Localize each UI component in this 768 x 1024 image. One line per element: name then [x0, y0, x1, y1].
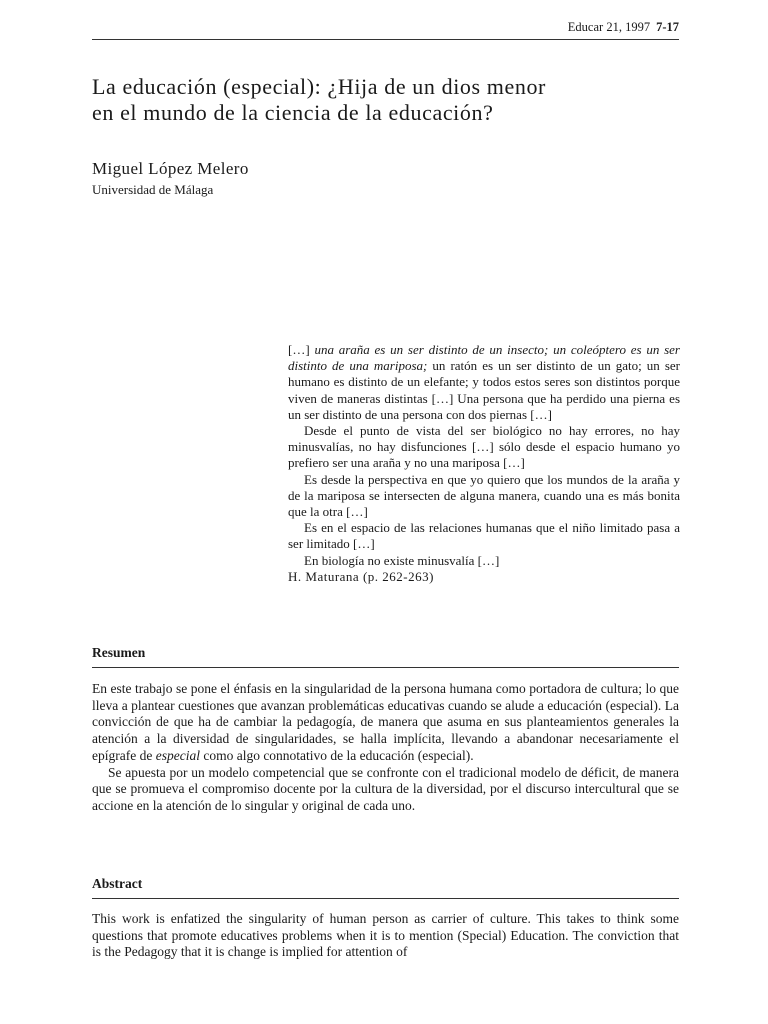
- abstract-heading: Abstract: [92, 876, 679, 899]
- resumen-heading: Resumen: [92, 645, 679, 668]
- author-name: Miguel López Melero: [92, 159, 249, 178]
- epigraph-quote: [288, 342, 680, 585]
- epigraph-source: H. Maturana (p. 262-263): [288, 568, 434, 584]
- abstract-paragraph-1: This work is enfatized the singularity of human person as carrier of culture. This takes to think some questions that promote educatives problems when it is to mention (Special) Education. The conviction that is the Pedagogy that it is change is implied for attention of: [92, 911, 679, 960]
- page-range: 7-17: [656, 20, 679, 34]
- resumen-italic: especial: [155, 747, 200, 763]
- epigraph-paragraph-4: Es en el espacio de las relaciones humanas que el niño limitado pasa a ser limitado […]: [288, 520, 680, 552]
- epigraph-rest: un ratón es un ser distinto de un gato; un ser humano es distinto de un elefante; y todos estos seres son distintos porque viven de maneras distintas […] Una persona que ha perdido una pierna es un ser distinto de una persona con dos piernas […]: [288, 358, 680, 422]
- epigraph-lead: […]: [288, 342, 315, 357]
- epigraph-paragraph-2: Desde el punto de vista del ser biológico no hay errores, no hay minusvalías, no hay disfunciones […] sólo desde el espacio humano yo prefiero ser una araña y no una mariposa […]: [288, 423, 680, 471]
- journal-citation: Educar 21, 1997: [567, 20, 651, 34]
- resumen-body: [92, 681, 679, 815]
- resumen-text-end: como algo connotativo de la educación (especial).: [199, 747, 474, 763]
- epigraph-paragraph-1: [288, 342, 680, 423]
- resumen-paragraph-1: [92, 681, 679, 765]
- title-line-1: La educación (especial): ¿Hija de un dios menor: [92, 74, 546, 99]
- resumen-text: En este trabajo se pone el énfasis en la singularidad de la persona humana como portadora de cultura; lo que lleva a plantear cuestiones que avanzan problemáticas educativas cuando se alude a educación (especial). La convicción de que ha de cambiar la pedagogía, de manera que asuma en sus planteamientos generales la atención a la diversidad de singularidades, se halla implícita, llevando a abandonar necesariamente el epígrafe de: [92, 681, 679, 763]
- abstract-body: [92, 911, 679, 961]
- article-title: [92, 74, 692, 126]
- epigraph-paragraph-5: En biología no existe minusvalía […]: [304, 552, 500, 568]
- epigraph-paragraph-3: Es desde la perspectiva en que yo quiero que los mundos de la araña y de la mariposa se intersecten de alguna manera, cuando una es más bonita que la otra […]: [288, 471, 680, 520]
- resumen-paragraph-2: Se apuesta por un modelo competencial que se confronte con el tradicional modelo de déficit, de manera que se promueva el compromiso docente por la cultura de la diversidad, por el discurso intercultural que se accione en la atención de lo singular y original de cada uno.: [92, 764, 679, 813]
- author-affiliation: Universidad de Málaga: [92, 182, 214, 197]
- title-line-2: en el mundo de la ciencia de la educación?: [92, 100, 494, 125]
- epigraph-italic: una araña es un ser distinto de un insecto; un coleóptero es un ser distinto de una mariposa;: [288, 342, 680, 374]
- running-header: [92, 20, 679, 40]
